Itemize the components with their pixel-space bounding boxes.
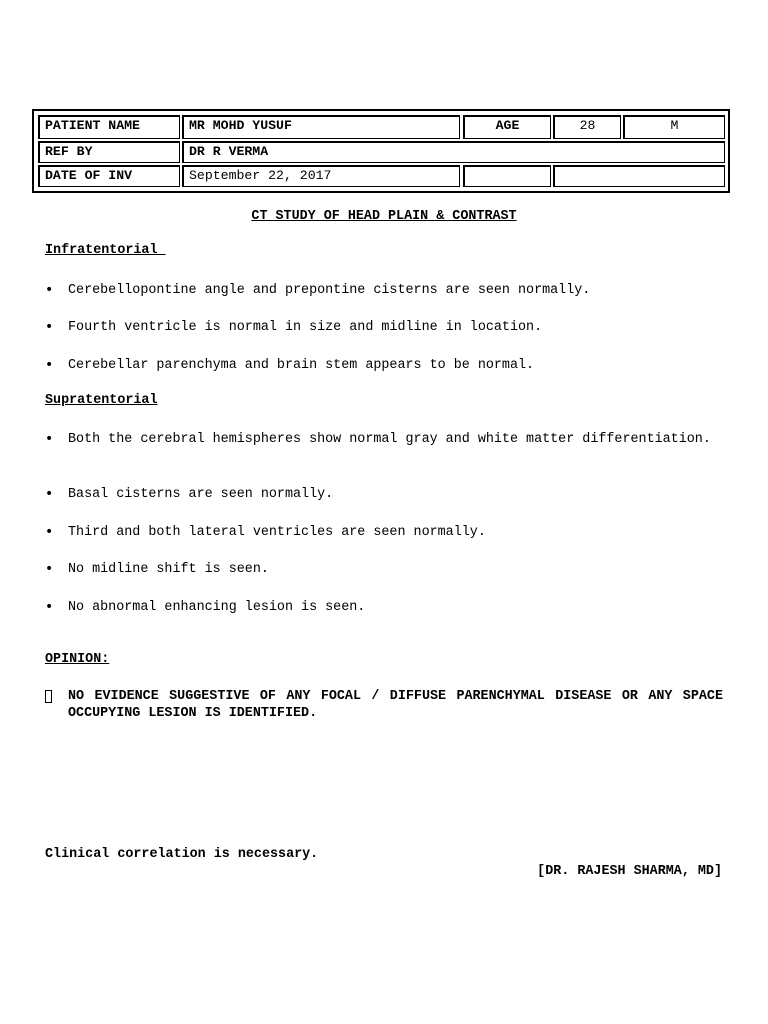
- bullet-icon: •: [45, 319, 54, 335]
- list-item: • Third and both lateral ventricles are seen normally.: [45, 524, 486, 540]
- bullet-icon: •: [45, 599, 54, 615]
- ref-by-value: DR R VERMA: [182, 141, 725, 163]
- ref-by-label: REF BY: [38, 141, 180, 163]
- clinical-note: Clinical correlation is necessary.: [45, 847, 319, 862]
- date-label: DATE OF INV: [38, 165, 180, 187]
- doctor-signature: [DR. RAJESH SHARMA, MD]: [537, 864, 722, 879]
- patient-name-value: MR MOHD YUSUF: [182, 115, 460, 139]
- opinion-item: NO EVIDENCE SUGGESTIVE OF ANY FOCAL / DIFFUSE PARENCHYMAL DISEASE OR ANY SPACE OCCUPYING LESION IS IDENTIFIED.: [45, 688, 723, 722]
- empty-cell-2: [553, 165, 725, 187]
- report-title: CT STUDY OF HEAD PLAIN & CONTRAST: [251, 209, 517, 224]
- age-label: AGE: [463, 115, 551, 139]
- list-item: • No abnormal enhancing lesion is seen.: [45, 599, 366, 615]
- square-bullet-icon: [45, 690, 52, 703]
- bullet-icon: •: [45, 431, 54, 447]
- bullet-icon: •: [45, 357, 54, 373]
- bullet-icon: •: [45, 561, 54, 577]
- opinion-heading: OPINION:: [45, 652, 110, 667]
- empty-cell-1: [463, 165, 551, 187]
- supratentorial-heading: Supratentorial: [45, 393, 158, 408]
- list-item: • No midline shift is seen.: [45, 561, 269, 577]
- bullet-icon: •: [45, 486, 54, 502]
- bullet-icon: •: [45, 282, 54, 298]
- sex-value: M: [623, 115, 725, 139]
- date-value: September 22, 2017: [182, 165, 460, 187]
- list-item: • Both the cerebral hemispheres show normal gray and white matter differentiation.: [45, 431, 711, 447]
- list-item: • Cerebellopontine angle and prepontine cisterns are seen normally.: [45, 282, 591, 298]
- infratentorial-heading: Infratentorial: [45, 243, 166, 258]
- list-item: • Cerebellar parenchyma and brain stem appears to be normal.: [45, 357, 535, 373]
- patient-info-table: [32, 109, 730, 193]
- list-item: • Basal cisterns are seen normally.: [45, 486, 334, 502]
- list-item: • Fourth ventricle is normal in size and midline in location.: [45, 319, 543, 335]
- patient-name-label: PATIENT NAME: [38, 115, 180, 139]
- bullet-icon: •: [45, 524, 54, 540]
- age-value: 28: [553, 115, 621, 139]
